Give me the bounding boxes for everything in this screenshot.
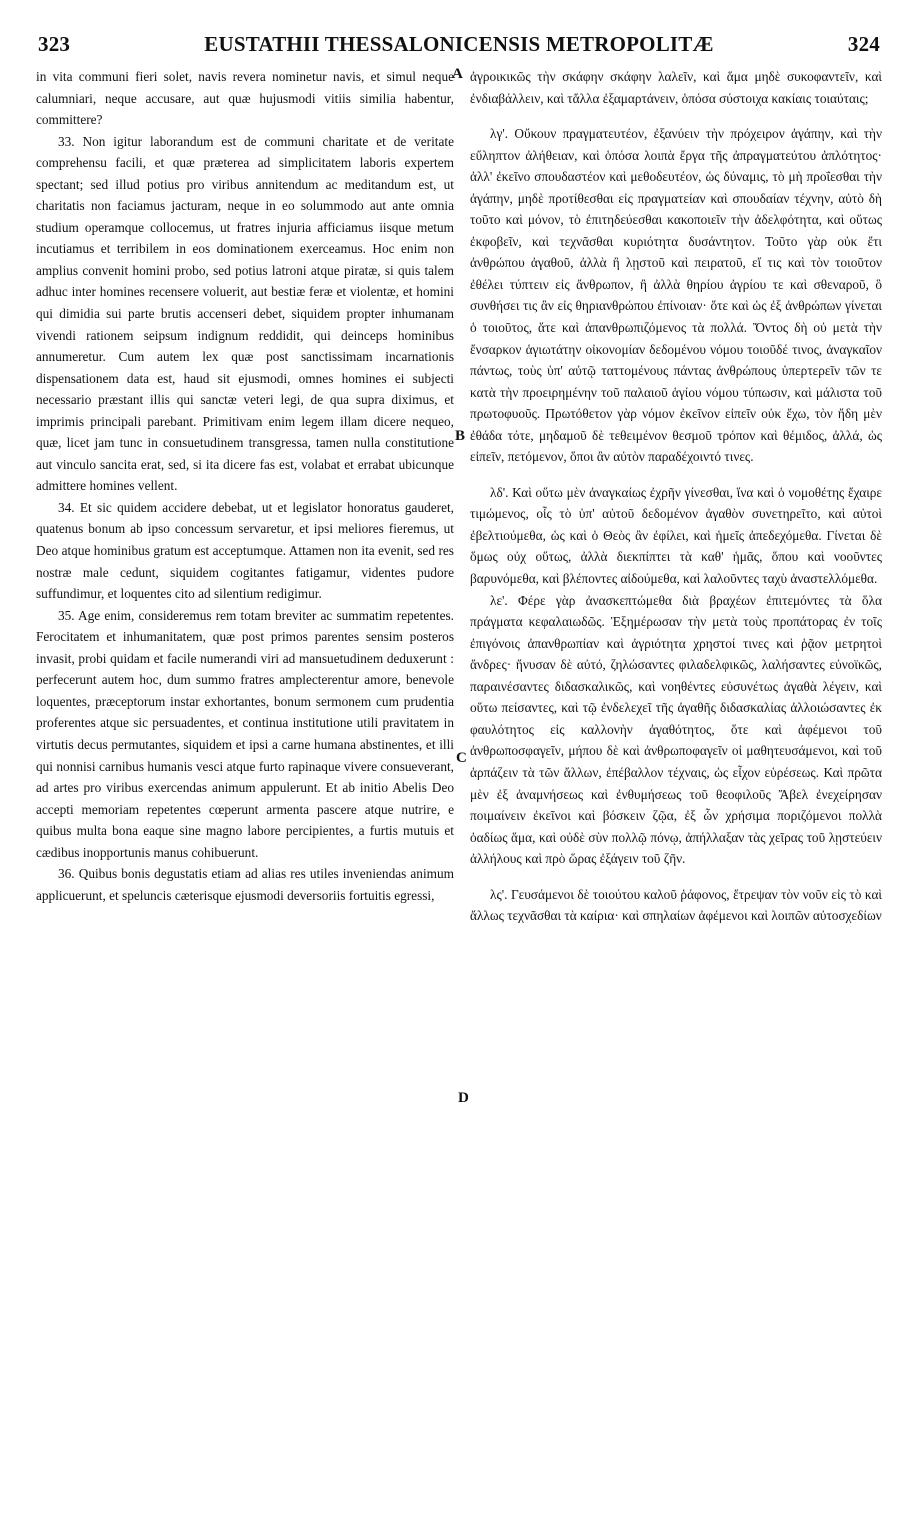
latin-paragraph: in vita communi fieri solet, navis revera nominetur navis, et simul neque calumniari, neque accusare, aut quæ hujusmodi vitiis similia habentur, committere? [36, 69, 454, 128]
greek-paragraph: λγ'. Οὔκουν πραγματευτέον, ἐξανύειν τὴν πρόχειρον ἀγάπην, καὶ τὴν εὔληπτον ἀλήθειαν, καὶ ὁπόσα λοιπὰ ἔργα τῆς ἀπραγματεύτου ἁπλότητος· ἀλλ' ἐκεῖνο σπουδαστέον καὶ μεθοδευτέον, ὡς δύναμις, τὸ μὴ προΐεσθαι τὴν ἀγάπην, μηδὲ προτίθεσθαι εἰς πραγματείαν καὶ σπουδαίαν τέχνην, αὐτὸ δὴ τοῦτο καὶ μόνον, τὸ ἐπιτηδεύεσθαι κακοποιεῖν τὴν ἀδελφότητα, καὶ οὕτως ἐκφοβεῖν, καὶ τεχνᾶσθαι κυριότητα δυσάντητον. Τοῦτο γὰρ οὐκ ἔτι ἀνθρώπου ἀγαθοῦ, ἀλλὰ ἢ λῃστοῦ καὶ πειρατοῦ, εἴ τις καὶ τὸν τοιοῦτον ἐθέλει τύπτειν εἰς ἄνθρωπον, ἢ ἀλλὰ θηρίου ἀγρίου τε καὶ σθεναροῦ, ὃ συνθήσει τις ἂν εἰς θηριανθρώπου ἐπίνοιαν· ὅτε καὶ ὡς ἐξ ἀνθρώπων γίνεται ὁ τοιοῦτος, ἅτε καὶ ἀπανθρωπιζόμενος τὰ πολλά. Ὄντος δὴ οὐ μετὰ τὴν ἔνσαρκον ἁγιωτάτην οἰκονομίαν δεδομένου νόμου τοιοῦδέ τινος, ἀναγκαῖον πάντως, τοὺς ὑπ' αὐτῷ ταττομένους πάντας ἀνθρώπους ὑπερτερεῖν τῶν τε κατὰ τὴν προειρημένην τοῦ παλαιοῦ ἁγίου νόμου τύπωσιν, καὶ μάλιστα τοῦ πρωτοφυοῦς. Πρωτόθετον γὰρ νόμον ἐκεῖνον εἰπεῖν οὐκ ἔχω, τὸν ἤδη μὲν ἐθάδα τότε, μηδαμοῦ δὲ τεθειμένον θεσμοῦ τρόπον καὶ θέμιδος, ἀλλά, ὡς εἰπεῖν, πετόμενον, ὅποι ἂν αὐτὸν παραδέχοιντό τινες. [470, 126, 882, 465]
greek-paragraph: λε'. Φέρε γὰρ ἀνασκεπτώμεθα διὰ βραχέων ἐπιτεμόντες τὰ ὅλα πράγματα κεφαλαιωδῶς. Ἐξημέρωσαν τὴν μετὰ τοὺς προπάτορας ἐν τοῖς ἐπιγόνοις ἀπανθρωπίαν καὶ ἀγριότητα χρηστοί τινες καὶ ῥᾷον μετρητοὶ ἄνδρες· ἤνυσαν δὲ αὐτό, ζηλώσαντες φιλαδελφικῶς, λαλήσαντες εὐνοϊκῶς, παραινέσαντες διδασκαλικῶς, καὶ νοηθέντες εὐσυνέτως ἀγαθὰ λέγειν, καὶ οὕτω πείσαντες, καὶ τῷ ἐνδελεχεῖ τῆς ἀγαθῆς διδασκαλίας ἀλλοιώσαντες ἐκ φαυλότητος εἰς καλλονὴν ἀγαθότητος, ὅτε καὶ ἀφέμενοι τοῦ ἀνθρωποσφαγεῖν, μήπου δὲ καὶ ἀνθρωποφαγεῖν οἱ μαθητευσάμενοι, καὶ τοῦ ἁρπάζειν τὰ τῶν ἄλλων, ἐπέβαλλον τέχναις, ὡς εἶχον εὑρέσεως. Καὶ πρῶτα μὲν ἐξ ἀναμνήσεως καὶ ἐνθυμήσεως τοῦ θεοφιλοῦς Ἄβελ ἐνεχείρησαν ποιμαίνειν ἐκεῖνοι καὶ βόσκειν ζῷα, ἐξ ὧν χρήσιμα ποριζόμενοι πολλὰ ὀαδίως ἅμα, καὶ οὐδὲ σὺν πολλῷ πόνῳ, ἀπήλλαξαν τὰς χεῖρας τοῦ λῃστεύειν ἀλλήλους καὶ πρὸ ὥρας ἐξάγειν τοῦ ζῆν. [470, 592, 882, 867]
latin-column [36, 66, 454, 906]
page-number-right: 324 [847, 32, 880, 56]
latin-paragraph: 35. Age enim, consideremus rem totam breviter ac summatim repetentes. Ferocitatem et inhumanitatem, quæ post primos parentes sensim posteros invasit, probi quidam et facile numerandi viri ad mansuetudinem deduxerunt : perfecerunt autem hoc, dum summo fratres amplecterentur amore, benevole loquentes, præceptorum instar exhortantes, bonum sermonem cum prudentia proferentes atque sic persuadentes, et continua institutione utili pravitatem in virtutis decus permutantes, siquidem et ipsi a carne humana abstinentes, et illi qui nonnisi carnibus humanis vesci atque furto rapinaque vivere consueverant, ad artes pro viribus exercendas animum appulerunt. Et ab initio Abelis Deo accepti memoriam repetentes cœperunt armenta pascere atque nutrire, e quibus multa bona eaque sine magno labore percipientes, a furtis mutuis et cædibus inopportunis manus cohibuerunt. [36, 607, 454, 860]
section-marker-a: A [452, 66, 463, 82]
running-header [38, 32, 880, 62]
section-marker-d: D [458, 1090, 469, 1106]
section-marker-c: C [456, 750, 467, 766]
greek-paragraph: λς'. Γευσάμενοι δὲ τοιούτου καλοῦ ῥάφονος, ἔτρεψαν τὸν νοῦν εἰς τὸ καὶ ἄλλως τεχνᾶσθαι τὰ καίρια· καὶ σπηλαίων ἀφέμενοι καὶ λοιπῶν αὐτοσχεδίων [470, 886, 882, 924]
latin-paragraph: 33. Non igitur laborandum est de communi charitate et de veritate comprehensu facili, et quæ præterea ad simplicitatem laboris expertem spectant; sed illud potius pro viribus annitendum ac meditandum est, ut charitatis non faciamus jacturam, neque in eo solummodo aut ante omnia studium operamque collocemus, ut fratres injuria afficiamus iisque metum incutiamus et terribilem in eos dominationem exerceamus. Hoc enim non amplius convenit homini probo, sed potius latroni atque piratæ, si quis talem adhuc inter homines recensere voluerit, aut bestiæ feræ et violentæ, et homini qui dimidia sui parte brutis accenseri debet, siquidem propter inhumanam vivendi rationem seipsum indignum reddidit, qui deinceps hominibus annumeretur. Cum autem lex quæ post sanctissimam incarnationis dispensationem data est, haud sit ejusmodi, omnes homines ei subjecti necessario præstant illis qui sanctæ veteri legi, de qua supra diximus, et imprimis principali parebant. Primitivam enim legem illam dicere nequeo, quæ, licet jam tunc in consuetudinem transgressa, tamen nulla constitutione aut vinculo sancita erat, sed, si ita dicere fas est, volabat et errabat ubicunque admittere homines vellent. [36, 133, 454, 494]
greek-column [470, 66, 882, 927]
running-title: EUSTATHII THESSALONICENSIS METROPOLITÆ [204, 32, 714, 56]
page-number-left: 323 [38, 32, 71, 56]
section-marker-b: B [455, 428, 466, 444]
greek-paragraph: ἀγροικικῶς τὴν σκάφην σκάφην λαλεῖν, καὶ ἅμα μηδὲ συκοφαντεῖν, καὶ ἐνδιαβάλλειν, καὶ τἄλλα ἐξαμαρτάνειν, ὁπόσα σύστοιχα κακίαις τοιαύταις; [470, 69, 882, 106]
latin-paragraph: 34. Et sic quidem accidere debebat, ut et legislator honoratus gauderet, quatenus bonum ab ipso concessum servaretur, et ipsi meliores fieremus, ut Deo atque hominibus gratum est acceptumque. Attamen non ita evenit, sed res nostræ male cedunt, siquidem cogitantes fatigamur, videntes pudore suffundimur, et loquentes cito ad silentium redigimur. [36, 499, 454, 602]
latin-paragraph: 36. Quibus bonis degustatis etiam ad alias res utiles inveniendas animum applicuerunt, et speluncis cæterisque ejusmodi deversoriis fortuitis egressi, [36, 866, 454, 903]
greek-paragraph: λδ'. Καὶ οὕτω μὲν ἀναγκαίως ἐχρῆν γίνεσθαι, ἵνα καὶ ὁ νομοθέτης ἔχαιρε τιμώμενος, οἷς τὸ ὑπ' αὐτοῦ δεδομένον ἀγαθὸν συνετηρεῖτο, καὶ αὐτοὶ ἐβελτιούμεθα, ὡς καὶ ὁ Θεὸς ἂν ἐφίλει, καὶ ἡμεῖς ἀπεδεχόμεθα. Γίνεται δὲ ὅμως οὐχ οὕτως, ἀλλὰ διεκπίπτει τὰ καθ' ἡμᾶς, ὅπου καὶ νοοῦντες βαρυνόμεθα, καὶ βλέποντες αἰδούμεθα, καὶ λαλοῦντες ταχὺ ἀναστελλόμεθα. [470, 484, 882, 587]
